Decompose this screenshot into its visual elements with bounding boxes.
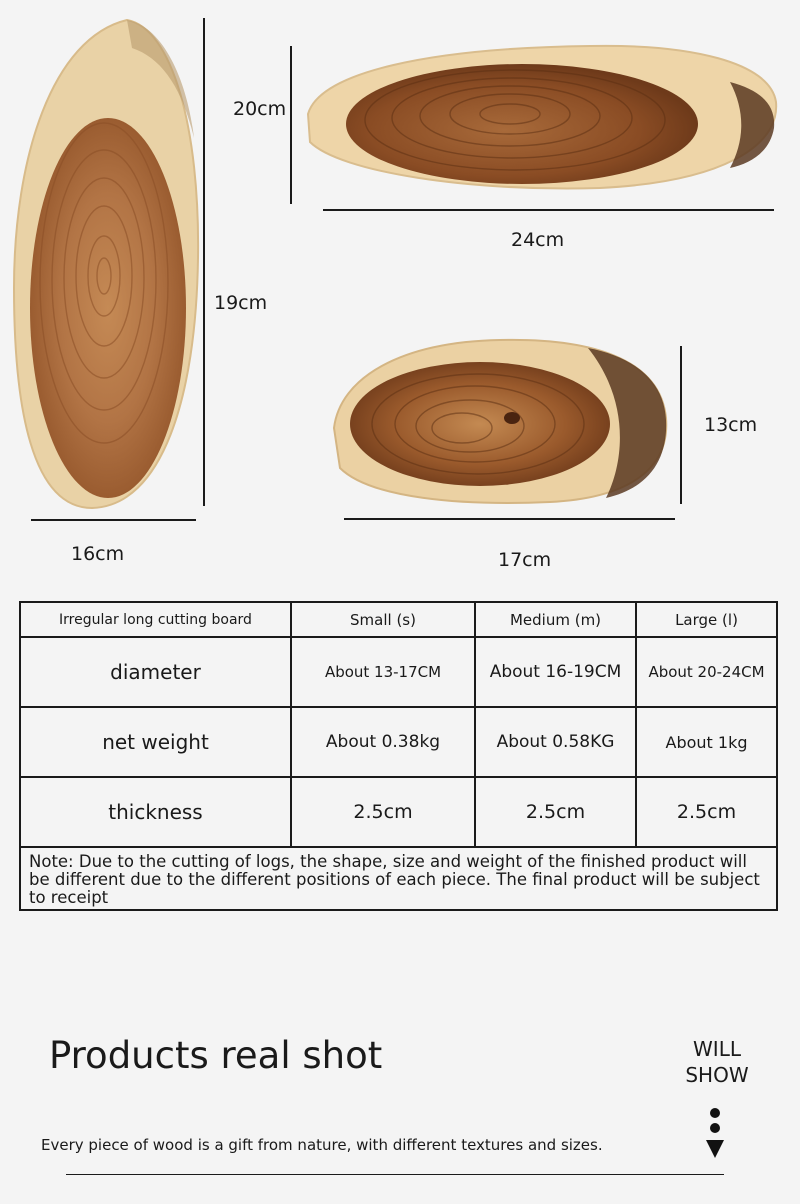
row-label: diameter	[20, 637, 291, 707]
small-board-height-line	[680, 346, 682, 504]
will-show-line2: SHOW	[685, 1063, 749, 1087]
note-text: Note: Due to the cutting of logs, the shape, size and weight of the finished product will be different due to the different positions of each piece. The final product will be subject to receipt	[20, 847, 777, 910]
wide-board-width-line	[323, 209, 774, 211]
table-row-thickness	[20, 777, 777, 847]
small-board-image	[330, 338, 670, 506]
small-board-width-line	[344, 518, 675, 520]
table-row-diameter	[20, 637, 777, 707]
header-medium: Medium (m)	[475, 602, 636, 637]
wide-board-height-line	[290, 46, 292, 204]
long-board-image	[12, 18, 200, 510]
cell-large: About 1kg	[636, 707, 777, 777]
small-board-width-label: 17cm	[498, 549, 552, 571]
small-board-height-label: 13cm	[704, 414, 758, 436]
header-small: Small (s)	[291, 602, 475, 637]
table-row-note	[20, 847, 777, 910]
cell-large: 2.5cm	[636, 777, 777, 847]
long-board-height-line	[203, 18, 205, 506]
section-subtitle: Every piece of wood is a gift from nature, with different textures and sizes.	[41, 1136, 603, 1154]
spec-table-header	[20, 602, 777, 637]
cell-small: 2.5cm	[291, 777, 475, 847]
row-label: thickness	[20, 777, 291, 847]
wide-board-width-label: 24cm	[511, 229, 565, 251]
cell-large: About 20-24CM	[636, 637, 777, 707]
bottom-divider	[66, 1174, 724, 1175]
section-title: Products real shot	[49, 1034, 383, 1077]
will-show-label	[672, 1036, 762, 1088]
cell-medium: About 0.58KG	[475, 707, 636, 777]
wide-board-image	[300, 42, 778, 192]
row-label: net weight	[20, 707, 291, 777]
header-product: Irregular long cutting board	[20, 602, 291, 637]
will-show-line1: WILL	[693, 1037, 741, 1061]
cell-medium: About 16-19CM	[475, 637, 636, 707]
table-row-net-weight	[20, 707, 777, 777]
long-board-height-label: 19cm	[214, 292, 268, 314]
header-large: Large (l)	[636, 602, 777, 637]
cell-small: About 0.38kg	[291, 707, 475, 777]
cell-medium: 2.5cm	[475, 777, 636, 847]
spec-table	[19, 601, 778, 911]
cell-small: About 13-17CM	[291, 637, 475, 707]
long-board-width-label: 16cm	[71, 543, 125, 565]
wide-board-height-label: 20cm	[233, 98, 287, 120]
long-board-width-line	[31, 519, 196, 521]
